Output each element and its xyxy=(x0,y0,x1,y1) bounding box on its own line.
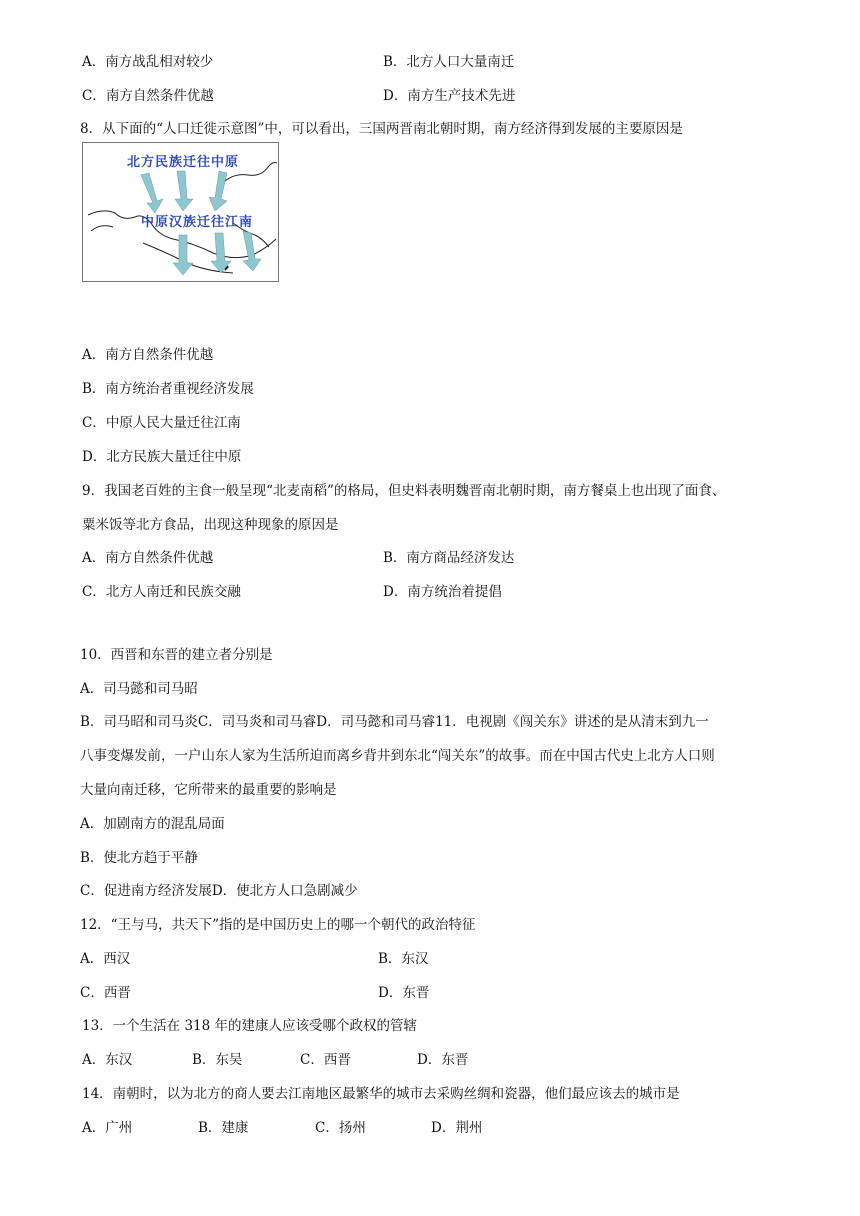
q7-option-a: A．南方战乱相对较少 xyxy=(82,54,214,70)
q8-stem: 8．从下面的“人口迁徙示意图”中，可以看出，三国两晋南北朝时期，南方经济得到发展的主要原因是 xyxy=(80,121,683,137)
map-label-north: 北方民族迁往中原 xyxy=(127,155,240,170)
q12-option-b: B．东汉 xyxy=(378,951,429,967)
migration-map-image xyxy=(82,142,279,282)
q13-option-b: B．东吴 xyxy=(192,1052,243,1068)
q7-option-b: B．北方人口大量南迁 xyxy=(383,54,515,70)
q12-option-c: C．西晋 xyxy=(80,985,131,1001)
q7-option-d: D．南方生产技术先进 xyxy=(383,88,516,104)
q12-option-d: D．东晋 xyxy=(378,985,430,1001)
q14-option-b: B．建康 xyxy=(198,1120,249,1136)
q9-stem-line1: 9．我国老百姓的主食一般呈现“北麦南稻”的格局，但史料表明魏晋南北朝时期，南方餐桌上也出现了面食、 xyxy=(82,483,726,499)
q14-option-c: C．扬州 xyxy=(315,1120,366,1136)
q9-option-c: C．北方人南迁和民族交融 xyxy=(82,584,241,600)
q13-option-c: C．西晋 xyxy=(300,1052,351,1068)
q9-option-a: A．南方自然条件优越 xyxy=(82,550,214,566)
q11-options-cd: C．促进南方经济发展D．使北方人口急剧减少 xyxy=(80,883,358,899)
q14-option-d: D．荆州 xyxy=(431,1120,483,1136)
q10-option-a: A．司马懿和司马昭 xyxy=(80,681,198,697)
q11-stem-line2: 八事变爆发前，一户山东人家为生活所迫而离乡背井到东北“闯关东”的故事。而在中国古代史上北方人口则 xyxy=(80,748,715,764)
q8-option-b: B．南方统治者重视经济发展 xyxy=(82,381,254,397)
q8-option-a: A．南方自然条件优越 xyxy=(82,347,214,363)
q8-option-d: D．北方民族大量迁往中原 xyxy=(82,449,242,465)
q9-option-d: D．南方统治着提倡 xyxy=(383,584,502,600)
q13-option-d: D．东晋 xyxy=(417,1052,469,1068)
q12-option-a: A．西汉 xyxy=(80,951,131,967)
q13-option-a: A．东汉 xyxy=(82,1052,133,1068)
q14-stem: 14．南朝时，以为北方的商人要去江南地区最繁华的城市去采购丝绸和瓷器，他们最应该去的城市是 xyxy=(82,1086,680,1102)
q14-option-a: A．广州 xyxy=(82,1120,133,1136)
q8-option-c: C．中原人民大量迁往江南 xyxy=(82,415,241,431)
q9-option-b: B．南方商品经济发达 xyxy=(383,550,515,566)
q11-option-b: B．使北方趋于平静 xyxy=(80,850,198,866)
q10-stem: 10．西晋和东晋的建立者分别是 xyxy=(80,647,273,663)
q11-option-a: A．加剧南方的混乱局面 xyxy=(80,816,225,832)
q7-option-c: C．南方自然条件优越 xyxy=(82,88,214,104)
q10-options-bcd-q11-start: B．司马昭和司马炎C．司马炎和司马睿D．司马懿和司马睿11．电视剧《闯关东》讲述的是从清末到九一 xyxy=(80,714,709,730)
q9-stem-line2: 粟米饭等北方食品，出现这种现象的原因是 xyxy=(82,517,339,533)
map-label-central: 中原汉族迁往江南 xyxy=(141,215,254,230)
q11-stem-line3: 大量向南迁移，它所带来的最重要的影响是 xyxy=(80,782,337,798)
q13-stem: 13．一个生活在 318 年的建康人应该受哪个政权的管辖 xyxy=(82,1018,418,1034)
q12-stem: 12．“王与马，共天下”指的是中国历史上的哪一个朝代的政治特征 xyxy=(80,917,476,933)
